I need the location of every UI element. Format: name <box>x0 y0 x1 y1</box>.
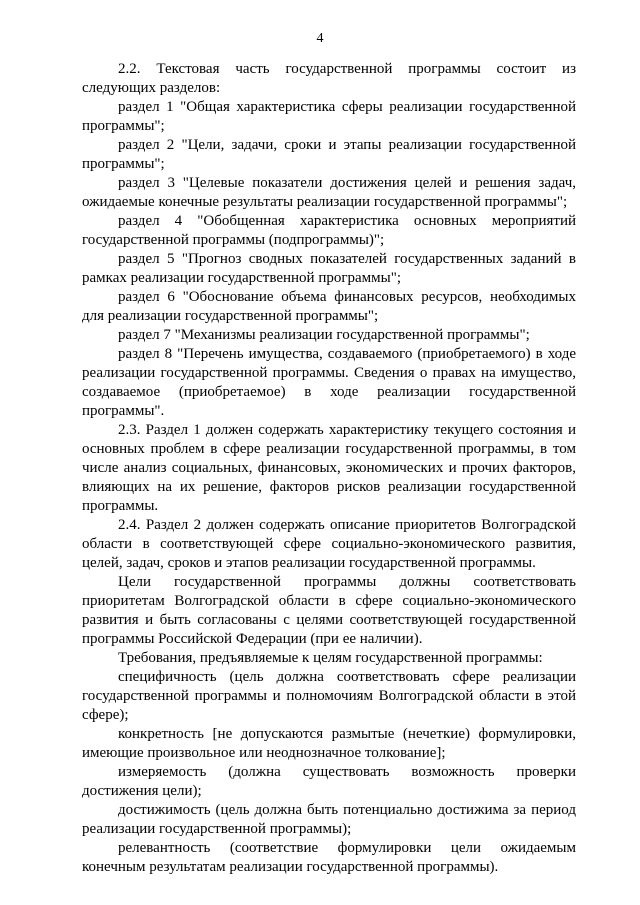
paragraph-section-1: раздел 1 "Общая характеристика сферы реализации государственной программы"; <box>82 99 576 134</box>
paragraph-relevance: релевантность (соответствие формулировки цели ожидаемым конечным результатам реализации государственной программы). <box>82 840 576 875</box>
paragraph-section-4: раздел 4 "Обобщенная характеристика основных мероприятий государственной программы (подпрограммы)"; <box>82 213 576 248</box>
paragraph-goals: Цели государственной программы должны соответствовать приоритетам Волгоградской области в сфере социально-экономического развития и быть согласованы с целями соответствующей государственной программы Российской Федерации (при ее наличии). <box>82 574 576 647</box>
paragraph-measurability: измеряемость (должна существовать возможность проверки достижения цели); <box>82 764 576 799</box>
paragraph-requirements: Требования, предъявляемые к целям государственной программы: <box>118 650 543 666</box>
paragraph-section-7: раздел 7 "Механизмы реализации государственной программы"; <box>118 327 530 343</box>
paragraph-specificity: специфичность (цель должна соответствовать сфере реализации государственной программы и полномочиям Волгоградской области в этой сфере); <box>82 669 576 723</box>
paragraph-2-3: 2.3. Раздел 1 должен содержать характеристику текущего состояния и основных проблем в сфере реализации государственной программы, в том числе анализ социальных, финансовых, экономических и прочих факторов, влияющих на их решение, факторов рисков реализации государственной программы. <box>82 422 576 514</box>
paragraph-section-8: раздел 8 "Перечень имущества, создаваемого (приобретаемого) в ходе реализации государственной программы. Сведения о правах на имущество, создаваемое (приобретаемое) в ходе реализации государственной программы". <box>82 346 576 419</box>
paragraph-2-2: 2.2. Текстовая часть государственной программы состоит из следующих разделов: <box>82 61 576 96</box>
paragraph-achievability: достижимость (цель должна быть потенциально достижима за период реализации государственной программы); <box>82 802 576 837</box>
paragraph-section-5: раздел 5 "Прогноз сводных показателей государственных заданий в рамках реализации государственной программы"; <box>82 251 576 286</box>
paragraph-section-2: раздел 2 "Цели, задачи, сроки и этапы реализации государственной программы"; <box>82 137 576 172</box>
page-number: 4 <box>316 31 324 46</box>
paragraph-section-3: раздел 3 "Целевые показатели достижения целей и решения задач, ожидаемые конечные результаты реализации государственной программы"; <box>82 175 576 210</box>
document-body <box>82 60 576 877</box>
paragraph-2-4: 2.4. Раздел 2 должен содержать описание приоритетов Волгоградской области в соответствующей сфере социально-экономического развития, целей, задач, сроков и этапов реализации государственной программы. <box>82 517 576 571</box>
paragraph-section-6: раздел 6 "Обоснование объема финансовых ресурсов, необходимых для реализации государственной программы"; <box>82 289 576 324</box>
paragraph-concreteness: конкретность [не допускаются размытые (нечеткие) формулировки, имеющие произвольное или неоднозначное толкование]; <box>82 726 576 761</box>
